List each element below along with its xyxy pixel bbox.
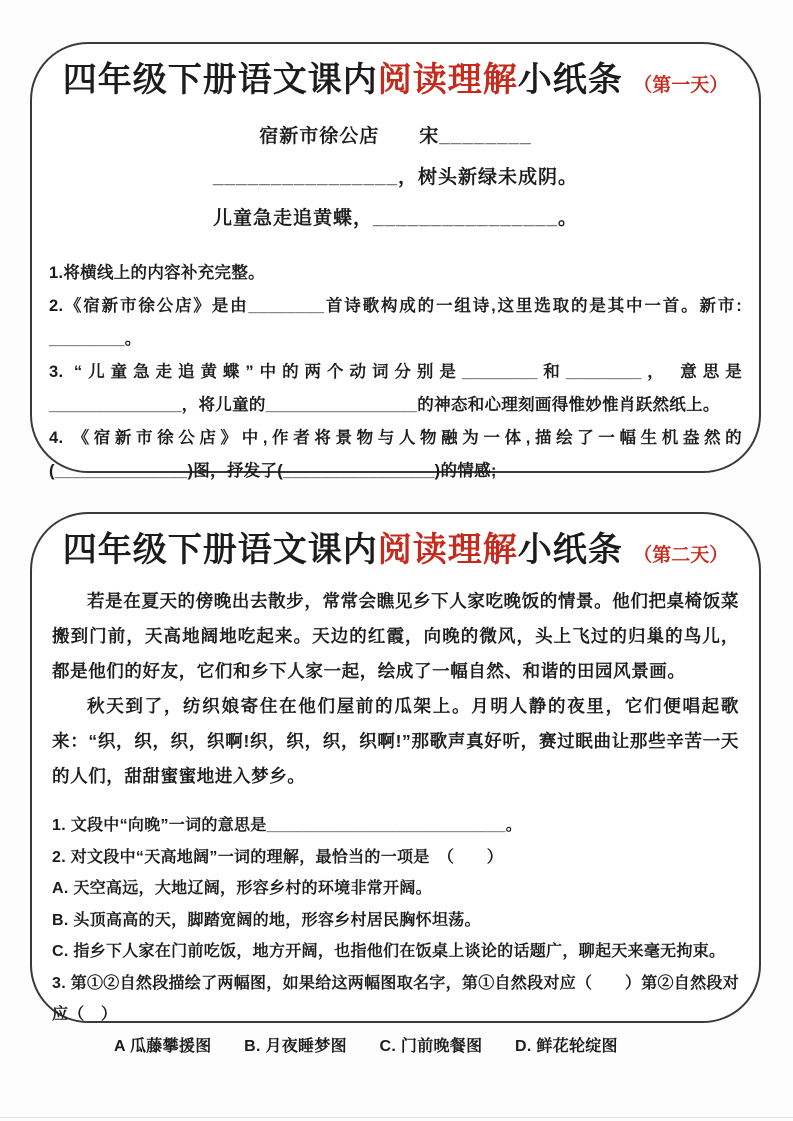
- card2-title-day-badge: （第二天）: [633, 545, 729, 566]
- card2-title: [42, 530, 749, 576]
- card2-question-2-option-c: C. 指乡下人家在门前吃饭，地方开阔，也指他们在饭桌上谈论的话题广，聊起天来毫无拘束。: [52, 943, 726, 960]
- card2-title-highlight: 阅读理解: [377, 531, 518, 569]
- card1-question-3: 3. “儿童急走追黄蝶”中的两个动词分别是________和________， 意思是______________，将儿童的________________的神态和心理刻画得惟妙惟肖跃然纸上。: [49, 363, 742, 414]
- card2-questions: [52, 810, 739, 1062]
- card2-question-2-option-a: A. 天空高远，大地辽阔，形容乡村的环境非常开阔。: [52, 880, 432, 897]
- poem-header-line: 宿新市徐公店 宋________: [259, 126, 532, 147]
- card2-question-2-option-b: B. 头顶高高的天，脚踏宽阔的地，形容乡村居民胸怀坦荡。: [52, 911, 481, 929]
- passage-paragraph-1: 若是在夏天的傍晚出去散步，常常会瞧见乡下人家吃晚饭的情景。他们把桌椅饭菜搬到门前，天高地阔地吃起来。天边的红霞，向晚的微风，头上飞过的归巢的鸟儿，都是他们的好友，它们和乡下人家一起，绘成了一幅自然、和谐的田园风景画。: [52, 591, 739, 681]
- poem-line-1: ________________，树头新绿未成阴。: [212, 167, 579, 188]
- card2-question-3-options: A 瓜藤攀援图 B. 月夜睡梦图 C. 门前晚餐图 D. 鲜花轮绽图: [114, 1037, 618, 1055]
- card1-title-prefix: 四年级下册语文课内: [62, 61, 378, 99]
- card2-question-3: 3. 第①②自然段描绘了两幅图，如果给这两幅图取名字，第①自然段对应（ ）第②自然段对应（ ）: [52, 974, 739, 1023]
- card1-title-highlight: 阅读理解: [377, 61, 518, 99]
- card1-questions: [49, 257, 742, 488]
- card2-question-2: 2. 对文段中“天高地阔”一词的理解，最恰当的一项是 （ ）: [52, 848, 504, 866]
- poem-line-2: 儿童急走追黄蝶，________________。: [212, 208, 579, 229]
- poem-block: [32, 116, 759, 239]
- reading-passage: [52, 584, 739, 794]
- passage-paragraph-2: 秋天到了，纺织娘寄住在他们屋前的瓜架上。月明人静的夜里，它们便唱起歌来：“织，织，织，织啊!织，织，织，织啊!”那歌声真好听，赛过眠曲让那些辛苦一天的人们，甜甜蜜蜜地进入梦乡。: [52, 696, 739, 786]
- card1-question-4: 4. 《宿新市徐公店》中,作者将景物与人物融为一体,描绘了一幅生机盎然的(______________)图，抒发了(________________)的情感;: [49, 429, 742, 480]
- card2-title-suffix: 小纸条: [517, 531, 623, 569]
- worksheet-card-day2: [30, 512, 761, 1055]
- card1-title-day-badge: （第一天）: [633, 75, 729, 96]
- card1-title: [42, 60, 749, 106]
- card1-question-2: 2.《宿新市徐公店》是由________首诗歌构成的一组诗,这里选取的是其中一首。新市: ________。: [49, 297, 742, 348]
- card1-question-1: 1.将横线上的内容补充完整。: [49, 264, 265, 282]
- card2-question-1: 1. 文段中“向晚”一词的意思是__________________________。: [52, 817, 523, 834]
- worksheet-card-day1: [30, 42, 761, 480]
- card1-title-suffix: 小纸条: [517, 61, 623, 99]
- page-bottom-edge: [0, 1117, 793, 1118]
- card2-title-prefix: 四年级下册语文课内: [62, 531, 378, 569]
